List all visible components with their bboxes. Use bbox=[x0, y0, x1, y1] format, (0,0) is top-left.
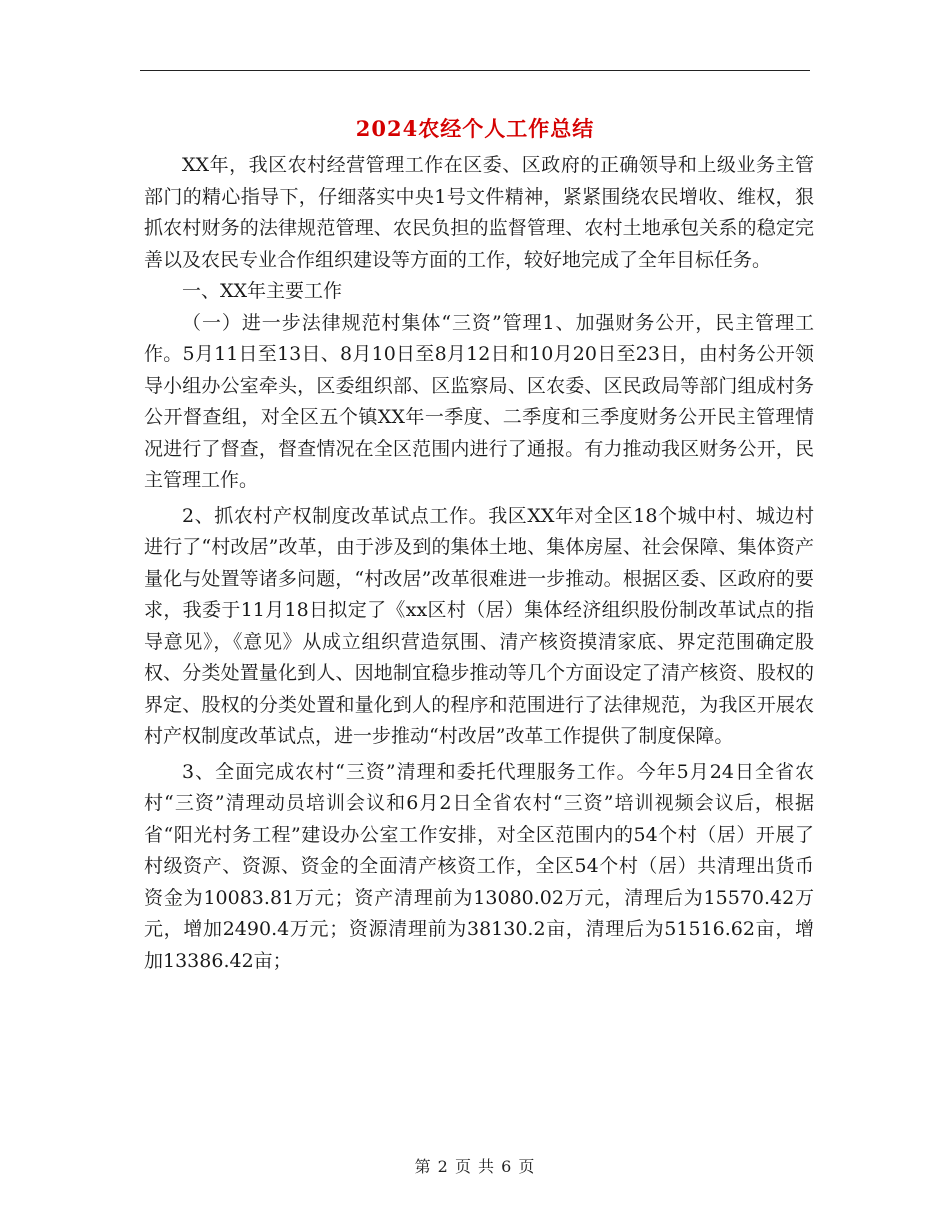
header-rule bbox=[140, 70, 810, 71]
paragraph-item-3: 3、全面完成农村“三资”清理和委托代理服务工作。今年5月24日全省农村“三资”清理动员培训会议和6月2日全省农村“三资”培训视频会议后，根据省“阳光村务工程”建设办公室工作安排，对全区范围内的54个村（居）开展了村级资产、资源、资金的全面清产核资工作，全区54个村（居）共清理出货币资金为10083.81万元；资产清理前为13080.02万元，清理后为15570.42万元，增加2490.4万元；资源清理前为38130.2亩，清理后为51516.62亩，增加13386.42亩； bbox=[144, 760, 814, 972]
intro-paragraph: XX年，我区农村经营管理工作在区委、区政府的正确领导和上级业务主管部门的精心指导下，仔细落实中央1号文件精神，紧紧围绕农民增收、维权，狠抓农村财务的法律规范管理、农民负担的监督管理、农村土地承包关系的稳定完善以及农民专业合作组织建设等方面的工作，较好地完成了全年目标任务。 bbox=[144, 154, 814, 271]
document-body bbox=[144, 150, 814, 977]
page-number: 第 2 页 共 6 页 bbox=[414, 1157, 536, 1176]
document-title: 2024农经个人工作总结 bbox=[355, 116, 595, 141]
section-heading-1: 一、XX年主要工作 bbox=[182, 280, 343, 302]
paragraph-item-2: 2、抓农村产权制度改革试点工作。我区XX年对全区18个城中村、城边村进行了“村改居”改革，由于涉及到的集体土地、集体房屋、社会保障、集体资产量化与处置等诸多问题，“村改居”改革很难进一步推动。根据区委、区政府的要求，我委于11月18日拟定了《xx区村（居）集体经济组织股份制改革试点的指导意见》，《意见》从成立组织营造氛围、清产核资摸清家底、界定范围确定股权、分类处置量化到人、因地制宜稳步推动等几个方面设定了清产核资、股权的界定、股权的分类处置和量化到人的程序和范围进行了法律规范，为我区开展农村产权制度改革试点，进一步推动“村改居”改革工作提供了制度保障。 bbox=[144, 504, 814, 747]
paragraph-item-1: （一）进一步法律规范村集体“三资”管理1、加强财务公开，民主管理工作。5月11日至13日、8月10日至8月12日和10月20日至23日，由村务公开领导小组办公室牵头，区委组织部、区监察局、区农委、区民政局等部门组成村务公开督查组，对全区五个镇XX年一季度、二季度和三季度财务公开民主管理情况进行了督查，督查情况在全区范围内进行了通报。有力推动我区财务公开，民主管理工作。 bbox=[144, 311, 814, 491]
